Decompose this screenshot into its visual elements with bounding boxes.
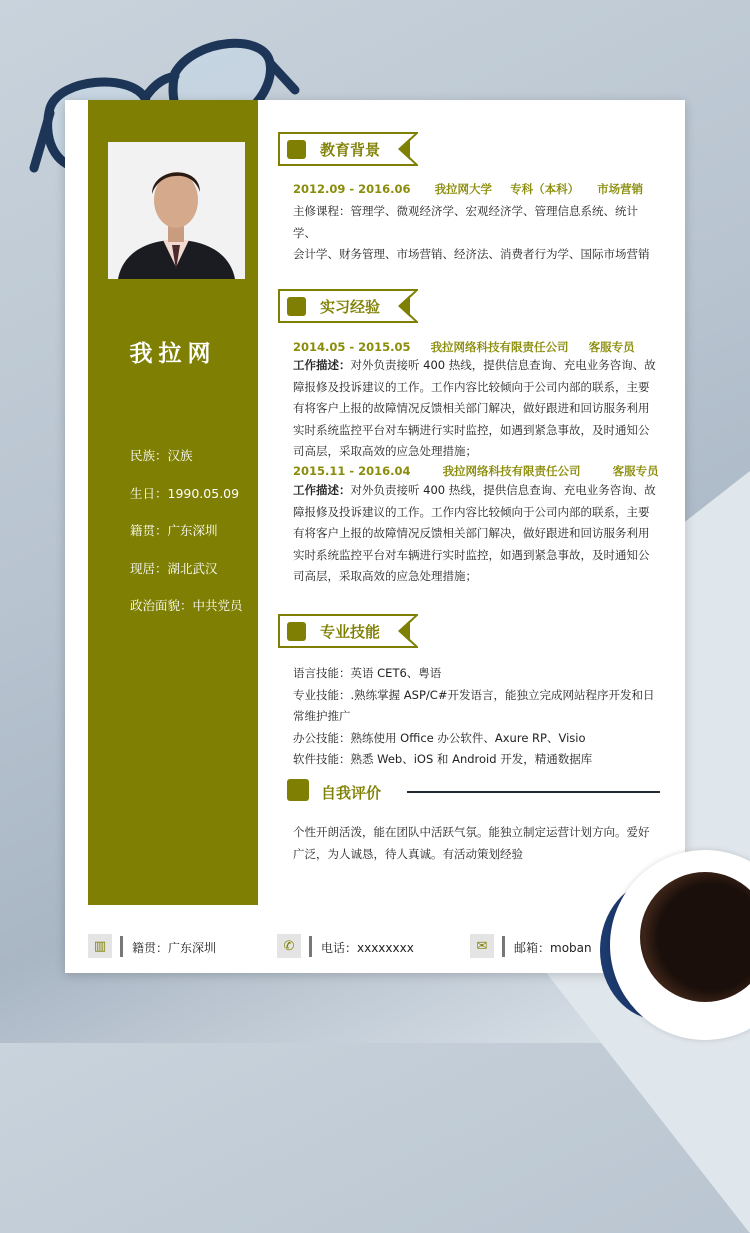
info-residence: 现居：湖北武汉 — [130, 561, 218, 576]
job-desc-line: 有将客户上报的故障情况反馈相关部门解决，做好跟进和回访服务利用 — [293, 401, 650, 415]
job-role: 客服专员 — [612, 464, 659, 478]
job-role: 客服专员 — [588, 340, 635, 354]
job-desc-line: 实时系统监控平台对车辆进行实时监控，如遇到紧急事故，及时通知公 — [293, 422, 650, 437]
skill-line: 软件技能：熟悉 Web、iOS 和 Android 开发，精通数据库 — [293, 752, 593, 766]
profile-photo — [108, 142, 245, 279]
footer-email-text: 邮箱：moban — [514, 941, 592, 955]
education-major: 市场营销 — [597, 182, 644, 196]
education-school: 我拉网大学 — [434, 182, 493, 196]
self-eval-title: 自我评价 — [321, 784, 382, 802]
job-company: 我拉网络科技有限责任公司 — [430, 340, 569, 354]
leaf-icon — [287, 140, 306, 159]
footer-divider — [120, 936, 123, 957]
skill-line: 办公技能：熟练使用 Office 办公软件、Axure RP、Visio — [293, 730, 586, 745]
job-company: 我拉网络科技有限责任公司 — [442, 464, 581, 478]
footer-native — [88, 934, 268, 960]
briefcase-icon — [287, 297, 306, 316]
education-summary — [293, 181, 643, 197]
footer-email — [470, 934, 610, 960]
job-1-description — [293, 355, 658, 463]
section-self-eval-header — [287, 779, 667, 805]
education-title: 教育背景 — [320, 141, 381, 159]
education-courses — [293, 201, 658, 266]
plug-icon: ▥ — [88, 934, 112, 958]
info-native-place: 籍贯：广东深圳 — [130, 523, 218, 538]
job-desc-line: 障报修及投诉建议的工作。工作内容比较倾向于公司内部的联系，主要 — [293, 379, 650, 394]
job-desc-line: 障报修及投诉建议的工作。工作内容比较倾向于公司内部的联系，主要 — [293, 504, 650, 519]
footer-phone — [277, 934, 457, 960]
job-desc-line: 司高层，采取高效的应急处理措施； — [293, 444, 477, 458]
section-internship-header — [278, 289, 418, 323]
job-desc-line: 实时系统监控平台对车辆进行实时监控，如遇到紧急事故，及时通知公 — [293, 547, 650, 562]
self-eval-line: 广泛，为人诚恳，待人真诚。有活动策划经验 — [293, 846, 523, 861]
coffee-surface — [640, 872, 750, 1002]
courses-line: 会计学、财务管理、市场营销、经济法、消费者行为学、国际市场营销 — [293, 247, 650, 261]
self-eval-text — [293, 822, 658, 865]
job-1-summary — [293, 339, 635, 355]
info-ethnicity: 民族：汉族 — [130, 448, 193, 463]
self-eval-line: 个性开朗活泼，能在团队中活跃气氛。能独立制定运营计划方向。爱好 — [293, 825, 650, 839]
gears-icon — [287, 622, 306, 641]
section-skills-header — [278, 614, 418, 648]
job-desc-line: 对外负责接听 400 热线，提供信息查询、充电业务咨询、故 — [350, 358, 656, 372]
skill-line: 语言技能：英语 CET6、粤语 — [293, 666, 442, 680]
job-desc-label: 工作描述： — [293, 483, 351, 497]
job-2-description — [293, 480, 658, 588]
internship-title: 实习经验 — [320, 298, 381, 316]
phone-icon: ✆ — [277, 934, 301, 958]
job-desc-line: 对外负责接听 400 热线，提供信息查询、充电业务咨询、故 — [350, 483, 656, 497]
job-period: 2014.05 - 2015.05 — [293, 340, 411, 354]
skills-list — [293, 663, 658, 771]
job-period: 2015.11 - 2016.04 — [293, 464, 411, 478]
skill-line: 专业技能：.熟练掌握 ASP/C#开发语言，能独立完成网站程序开发和日 — [293, 687, 655, 702]
person-icon — [287, 779, 309, 801]
job-2-summary — [293, 463, 659, 479]
info-birthday: 生日：1990.05.09 — [130, 486, 240, 501]
courses-line: 主修课程：管理学、微观经济学、宏观经济学、管理信息系统、统计学、 — [293, 204, 638, 240]
footer-divider — [502, 936, 505, 957]
footer-divider — [309, 936, 312, 957]
job-desc-label: 工作描述： — [293, 358, 351, 372]
candidate-name: 我拉网 — [129, 341, 217, 367]
education-period: 2012.09 - 2016.06 — [293, 182, 411, 196]
section-education-header — [278, 132, 418, 166]
mail-icon: ✉ — [470, 934, 494, 958]
info-political: 政治面貌：中共党员 — [130, 598, 243, 613]
education-degree: 专科（本科） — [510, 182, 580, 196]
job-desc-line: 有将客户上报的故障情况反馈相关部门解决，做好跟进和回访服务利用 — [293, 526, 650, 540]
skill-line: 常维护推广 — [293, 709, 351, 723]
skills-title: 专业技能 — [320, 623, 381, 641]
job-desc-line: 司高层，采取高效的应急处理措施； — [293, 569, 477, 583]
self-eval-divider — [407, 791, 660, 793]
footer-native-text: 籍贯：广东深圳 — [132, 941, 217, 955]
footer-phone-text: 电话：xxxxxxxx — [321, 941, 414, 955]
